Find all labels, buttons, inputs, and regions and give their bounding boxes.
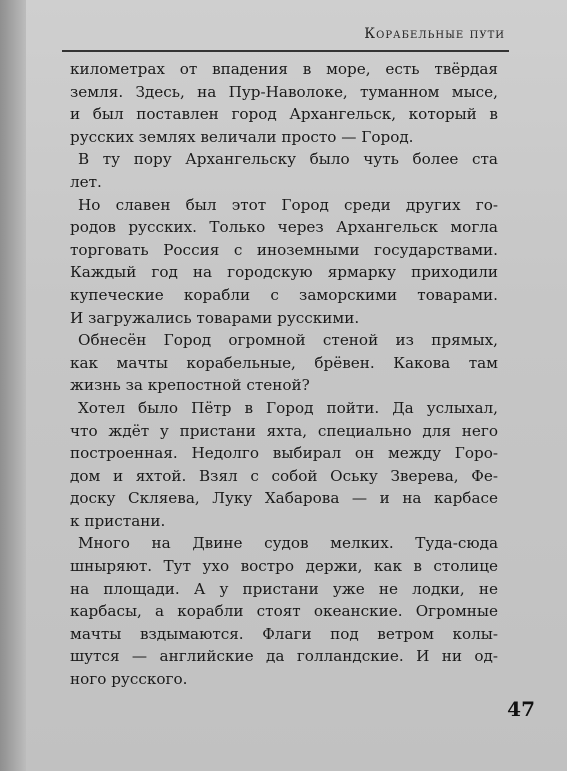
page-number: 47 <box>507 697 535 721</box>
paragraph <box>70 194 498 330</box>
text-line: лет. <box>70 172 102 191</box>
text-line: земля. Здесь, на Пур-Наволоке, туманном мысе, <box>70 82 498 101</box>
text-line: В ту пору Архангельску было чуть более ста <box>78 150 498 169</box>
text-line: Каждый год на городскую ярмарку приходили <box>70 263 498 282</box>
text-line: к пристани. <box>70 511 166 530</box>
text-line: карбасы, а корабли стоят океанские. Огромные <box>70 602 498 621</box>
text-line: Но славен был этот Город среди других го- <box>78 195 498 214</box>
paragraph <box>70 532 498 690</box>
header-rule <box>62 50 509 52</box>
text-line: шутся — английские да голландские. И ни од- <box>70 647 498 666</box>
paragraph <box>70 397 498 533</box>
text-line: построенная. Недолго выбирал он между Горо- <box>70 444 498 463</box>
text-line: километрах от впадения в море, есть твёрдая <box>70 60 498 78</box>
page-binding-edge <box>0 0 26 771</box>
text-line: ного русского. <box>70 670 188 689</box>
paragraph <box>70 58 498 148</box>
text-line: Много на Двине судов мелких. Туда-сюда <box>78 534 498 553</box>
paragraph <box>70 148 498 193</box>
text-line: Обнесён Город огромной стеной из прямых, <box>78 331 498 350</box>
body-text <box>70 58 498 691</box>
text-line: что ждёт у пристани яхта, специально для него <box>70 421 498 440</box>
text-line: доску Скляева, Луку Хабарова — и на карбасе <box>70 489 498 508</box>
text-line: родов русских. Только через Архангельск могла <box>70 218 498 237</box>
paragraph <box>70 329 498 397</box>
text-line: как мачты корабельные, брёвен. Какова там <box>70 353 498 372</box>
text-line: русских землях величали просто — Город. <box>70 127 414 146</box>
text-line: и был поставлен город Архангельск, который в <box>70 105 498 124</box>
text-line: мачты вздымаются. Флаги под ветром колы- <box>70 624 498 643</box>
text-line: Хотел было Пётр в Город пойти. Да услыхал, <box>78 398 498 417</box>
text-line: на площади. А у пристани уже не лодки, не <box>70 579 498 598</box>
running-head: Корабельные пути <box>364 26 505 42</box>
text-line: торговать Россия с иноземными государствами. <box>70 240 498 259</box>
text-line: жизнь за крепостной стеной? <box>70 376 310 395</box>
text-line: шныряют. Тут ухо востро держи, как в столице <box>70 557 498 576</box>
text-line: дом и яхтой. Взял с собой Оську Зверева, Фе- <box>70 466 498 485</box>
text-line: купеческие корабли с заморскими товарами. <box>70 285 498 304</box>
text-line: И загружались товарами русскими. <box>70 308 360 327</box>
